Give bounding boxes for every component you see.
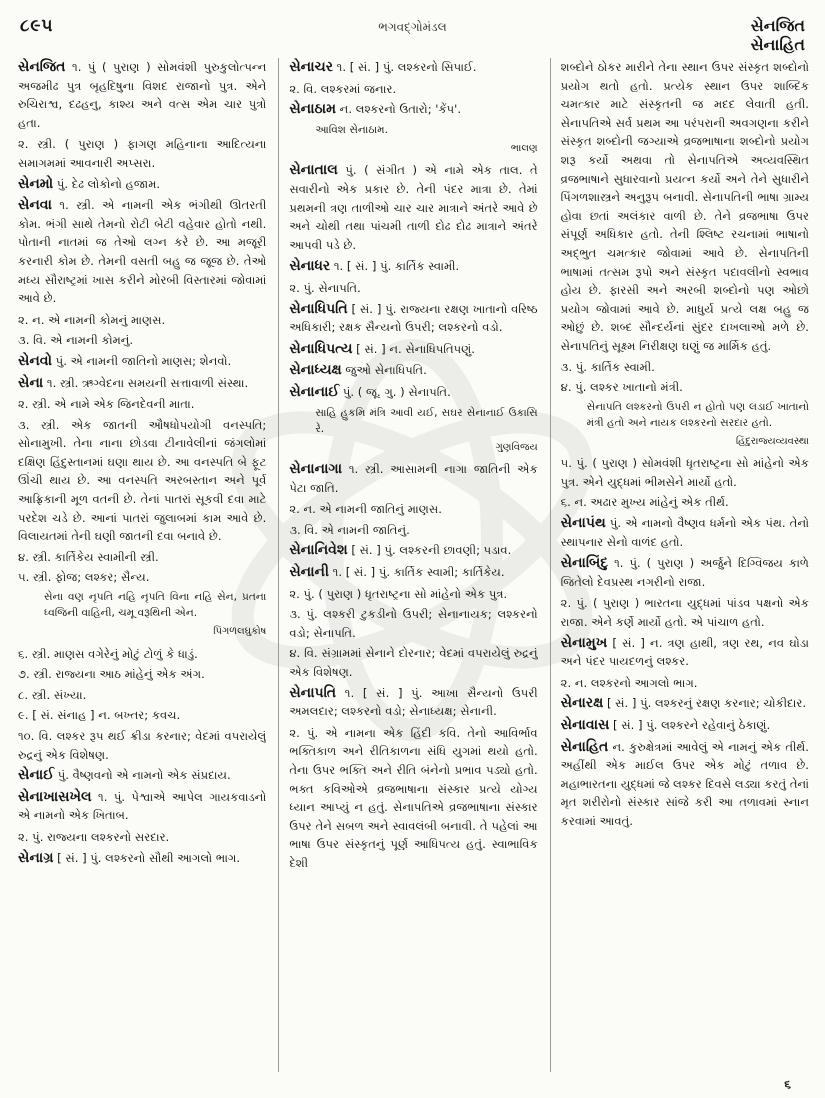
dictionary-entry <box>561 738 809 831</box>
headword: સેનાનિવેશ <box>289 542 348 559</box>
dictionary-entry <box>18 374 266 393</box>
citation-source: ગુણવિજય <box>495 441 538 453</box>
page-number: ૮૯૫ <box>20 16 54 36</box>
dictionary-entry <box>289 58 537 77</box>
dictionary-entry <box>289 684 537 721</box>
definition-text: ૨. વિ. લશ્કરમાં જનાર. <box>289 81 397 96</box>
page-header <box>20 14 805 64</box>
headword: સેનાધિપતિ <box>289 300 348 317</box>
citation-quote: સેનાપતિ લશ્કરનો ઉપરી ન હોતો પણ લડાઈ ખાતાનો મંત્રી હતો અને નાયક લશ્કરનો સરદાર હતો. <box>586 400 809 429</box>
definition-text: ૧. [ સં. ] પું. આખા સૈન્યનો ઉપરી અમલદાર; લશ્કરનો વડો; સેનાધ્યક્ષ; સેનાની. <box>289 685 538 719</box>
dictionary-entry <box>289 300 537 337</box>
dictionary-entry <box>289 100 537 119</box>
entry-sense <box>289 585 537 604</box>
definition-text: ૯. [ સં. સંનાહ ] ન. બખ્તર; કવચ. <box>18 708 181 723</box>
headword: સેનામુખ <box>560 634 608 651</box>
entry-sense <box>18 416 266 546</box>
entry-sense <box>289 724 537 873</box>
column-3 <box>550 58 809 1072</box>
definition-text: જુઓ સેનાધિપતિ. <box>341 363 427 378</box>
headword: સેનાધિપત્ય <box>289 340 353 357</box>
definition-text: ૩. પું. કાર્તિક સ્વામી. <box>560 359 655 374</box>
definition-text: ૪. સ્ત્રી. કાર્તિકેય સ્વામીની સ્ત્રી. <box>18 549 159 564</box>
headword: સેનવા <box>18 197 52 214</box>
headword: સેનાનાગા <box>289 461 343 478</box>
dictionary-entry <box>561 634 809 671</box>
entry-sense <box>289 279 537 298</box>
entry-sense <box>561 594 809 631</box>
entry-sense <box>289 521 537 540</box>
entry-sense <box>18 686 266 705</box>
definition-text: પું. એ નામનો વૈષ્ણવ ધર્મનો એક પંથ. તેનો સ્થાપનાર સેનો વાળંદ હતો. <box>560 516 809 549</box>
definition-text: ૫. પું. ( પુરાણ ) સોમવંશી ધૃતરાષ્ટ્રના સો માંહેનો એક પુત્ર. એને યુદ્ધમાં ભીમસેને માર્યો હતો. <box>560 456 809 489</box>
guide-word-last: સેનાહિત <box>750 35 805 54</box>
entry-sense <box>18 311 266 330</box>
entry-sense <box>18 135 266 172</box>
entry-sense <box>289 80 537 99</box>
dictionary-entry <box>289 563 537 582</box>
headword: સેનાની <box>289 564 329 581</box>
definition-text: ૨. ન. એ નામની જાતિનું માણસ. <box>289 502 442 517</box>
definition-text: પું. એ નામની જાતિનો માણસ; શેનવો. <box>52 353 232 368</box>
entry-sense <box>561 378 809 397</box>
entry-sense <box>561 358 809 377</box>
dictionary-entry <box>561 554 809 591</box>
running-head: ભગવદ્ગોમંડલ <box>378 20 447 34</box>
headword: સેનાહિત <box>560 738 609 755</box>
entry-sense <box>18 828 266 847</box>
definition-text: પું. ( સંગીત ) એ નામે એક તાલ. તે સવારીનો એક પ્રકાર છે. તેની પંદર માત્રા છે. તેમાં પ્રથમની ત્રણ તાળીઓ ચાર ચાર માત્રાને અંતરે આવે છે અને ચોથી તથા પાંચમી તાળી દોઢ દોઢ માત્રાને અંતરે આપવી પડે છે. <box>289 163 538 252</box>
dictionary-entry <box>289 460 537 497</box>
citation-quote: સાહિ હુકમિ મંત્રિ આવી યઈ, સઘર સેનાનાઈ ઉકાસિ રે. <box>315 406 538 435</box>
headword: સેનાધ્યક્ષ <box>289 362 342 379</box>
definition-text: [ સં. ] ન. ત્રણ હાથી, ત્રણ રથ, નવ ઘોડા અને પંદર પાયદળનું લશ્કર. <box>560 635 809 669</box>
entry-sense <box>561 58 809 356</box>
entry-sense <box>18 727 266 764</box>
headword: સેનાનાઈ <box>289 383 340 400</box>
definition-text: ૧. પું. ( પુરાણ ) અર્જુને દિગ્વિજય કાળે જિતેલો દેવપ્રસ્થ નગરીનો રાજા. <box>560 556 809 589</box>
definition-text: ૪. પું. લશ્કર ખાતાનો મંત્રી. <box>560 380 683 395</box>
definition-text: ૧. [ સં. ] પું. કાર્તિક સ્વામી; કાર્તિકેય. <box>328 565 505 580</box>
dictionary-entry <box>289 541 537 560</box>
definition-text: ૮. સ્ત્રી. સંખ્યા. <box>18 687 87 702</box>
dictionary-entry <box>18 175 266 194</box>
definition-text: ૧. સ્ત્રી. એ નામની એક ભંગીથી ઊતરતી કોમ. ભંગી સાથે તેમનો રોટી બેટી વહેવાર હોતો નથી. પોતાની નાતમાં જ તેઓ લગ્ન કરે છે. આ મજૂરી કરનારી કોમ છે. તેમની વસતી બહુ જ જૂજ છે. તેઓ મધ્ય સૌરાષ્ટ્રમાં ખાસ કરીને મોરબી વિસ્તારમાં જોવામાં આવે છે. <box>18 198 267 306</box>
definition-text: ૨. સ્ત્રી. એ નામે એક જિનદેવની માતા. <box>18 397 195 412</box>
dictionary-entry <box>18 766 266 785</box>
entry-sense <box>18 706 266 725</box>
column-1 <box>18 58 266 1072</box>
definition-text: ૨. પું. ( પુરાણ ) ભારતના યુદ્ધમાં પાંડવ પક્ષનો એક રાજા. એને કર્ણે માર્યો હતો. એ પાંચાળ હતો. <box>560 596 809 630</box>
entry-sense <box>18 645 266 664</box>
entry-sense <box>289 500 537 519</box>
citation-source: હિંદુરાજ્યવ્યવસ્થા <box>735 435 809 447</box>
headword: સેનારક્ષ <box>560 695 604 712</box>
definition-text: [ સં. ] પું. લશ્કરનું રક્ષણ કરનાર; ચોકીદાર. <box>603 696 807 711</box>
headword: સેનવો <box>18 352 52 369</box>
headword: સેનાતાલ <box>289 162 338 179</box>
dictionary-entry <box>18 849 266 868</box>
dictionary-entry <box>289 340 537 359</box>
definition-text: પું. ( જૂ. ગુ. ) સેનાપતિ. <box>339 384 451 399</box>
definition-text: ન. કુરુક્ષેત્રમાં આવેલું એ નામનું એક તીર્થ. અહીંથી એક માઈલ ઉપર એક મોટું તળાવ છે. મહાભારતના યુદ્ધમાં જે લશ્કર દિવસે લડ્યા કરતું તેનાં મૃત શરીરોનો સંસ્કાર સાંજે કરી આ તળાવમાં સ્નાન કરવામાં આવતું. <box>560 739 809 828</box>
definition-text: [ સં. ] ન. સેનાધિપતિપણું. <box>352 341 475 356</box>
definition-text: ૨. ન. લશ્કરનો આગલો ભાગ. <box>560 675 698 690</box>
definition-text: [ સં. ] પું. લશ્કરનો સૌથી આગલો ભાગ. <box>53 850 241 865</box>
dictionary-entry <box>289 361 537 380</box>
definition-text: ૩. વિ. એ નામની જાતિનું. <box>289 522 410 537</box>
definition-text: પું. દેઢ લોકોનો હજામ. <box>53 176 161 191</box>
citation-quote: સેના વણ નૃપતિ નહિ નૃપતિ વિના નહિ સેન, પ્રતના ધ્વજિની વાહિની, ચમૂ વરૂથિની એન. <box>44 591 267 620</box>
headword: સેનાખાસખેલ <box>18 788 92 805</box>
definition-text: ૧. સ્ત્રી. આસામની નાગા જાતિની એક પેટા જાતિ. <box>289 462 538 495</box>
definition-text: ૨. પું. રાજ્યના લશ્કરનો સરદાર. <box>18 829 170 844</box>
entry-sense <box>561 674 809 693</box>
definition-text: ૪. વિ. સંગ્રામમાં સેનાને દોરનાર; વેદમાં વપરાયેલું રુદ્રનું એક વિશેષણ. <box>289 646 538 680</box>
definition-text: ૨. પું. સેનાપતિ. <box>289 280 361 295</box>
definition-text: ૧. પું ( પુરાણ ) સોમવંશી પુરુકુલોત્પન્ન અજમીઢ પુત્ર બૃહદિષુના વિશદ રાજાનો પુત્ર. એને રુચિરાશ્વ, દઢહનુ, કાશ્ય અને વત્સ એમ ચાર પુત્રો હતા. <box>18 60 267 130</box>
citation-source: ભાલણ <box>510 142 538 154</box>
definition-text: [ સં. ] પું. લશ્કરને રહેવાનું ઠેકાણું. <box>609 718 771 732</box>
dictionary-entry <box>561 694 809 713</box>
headword: સેનાપતિ <box>289 684 337 701</box>
definition-text: ૩. સ્ત્રી. એક જાતની ઔષધોપયોગી વનસ્પતિ; સોનામુખી. તેના નાના છોડવા ટીનાવેલીનાં જંગલોમાં દક્ષિણ હિંદુસ્તાનમાં ઘણા થાય છે. આ વનસ્પતિ બે ફૂટ ઊંચી થાય છે. આ વનસ્પતિ અરબસ્તાન અને પૂર્વ આફ્રિકાની મૂળ વતની છે. તેનાં પાતરાં સૂકવી દવા માટે પરદેશ ચડે છે. આનાં પાતરાં જુલાબમાં કામ આવે છે. વિલાયતમાં તેની ઘણી જાતની દવા બનાવે છે. <box>18 417 267 544</box>
entry-sense <box>18 665 266 684</box>
dictionary-entry <box>289 257 537 276</box>
headword: સેનાઈ <box>18 767 55 784</box>
entry-sense <box>18 568 266 587</box>
definition-text: ૩. વિ. એ નામની કોમનું. <box>18 333 134 348</box>
definition-text: ૧૦. વિ. લશ્કર રૂપ થઈ ક્રીડા કરનાર; વેદમાં વપરાયેલું રુદ્રનું એક વિશેષણ. <box>18 729 267 762</box>
definition-text: પું. વૈષ્ણવનો એ નામનો એક સંપ્રદાય. <box>54 768 231 783</box>
entry-sense <box>561 493 809 512</box>
definition-text: ૨. પું. ( પુરાણ ) ધૃતરાષ્ટ્રના સો માંહેનો એક પુત્ર. <box>289 586 508 601</box>
dictionary-entry <box>289 383 537 402</box>
headword: સેના <box>18 374 44 391</box>
entry-sense <box>18 548 266 567</box>
citation-source: પિંગળલઘુકોષ <box>213 626 267 638</box>
dictionary-entry <box>18 58 266 132</box>
column-2 <box>278 58 537 1072</box>
headword: સેનમો <box>18 175 54 192</box>
guide-word-first: સેનજિત <box>750 16 805 35</box>
definition-text: ૬. સ્ત્રી. માણસ વગેરેનું મોટું ટોળું કે ધાડું. <box>18 646 198 661</box>
definition-text: [ સં. ] પું. રાજ્યના રક્ષણ ખાતાનો વરિષ્ઠ અધિકારી; રક્ષક સૈન્યનો ઉપરી; લશ્કરનો વડો. <box>289 301 538 335</box>
definition-text: [ સં. ] પું. લશ્કરની છાવણી; પડાવ. <box>347 543 512 558</box>
entry-sense <box>18 331 266 350</box>
headword: સેનાપંથ <box>560 515 606 532</box>
entry-sense <box>289 644 537 681</box>
entry-sense <box>289 605 537 642</box>
dictionary-entry <box>289 161 537 254</box>
headword: સેનાગ્ર <box>18 849 54 866</box>
dictionary-entry <box>561 514 809 551</box>
dictionary-entry <box>18 788 266 825</box>
definition-text: ૧. [ સં. ] પું. લશ્કરનો સિપાઈ. <box>332 60 477 74</box>
definition-text: ૧. [ સં. ] પું. કાર્તિક સ્વામી. <box>330 259 460 274</box>
definition-text: ન. લશ્કરનો ઉતારો; 'કેંપ'. <box>336 102 462 117</box>
definition-text: ૭. સ્ત્રી. રાજ્યના આઠ માંહેનું એક અંગ. <box>18 667 205 682</box>
definition-text: ૫. સ્ત્રી. ફોજ; લશ્કર; સૈન્ય. <box>18 570 150 585</box>
dictionary-columns <box>18 58 809 1072</box>
headword: સેનાચર <box>289 59 333 75</box>
headword: સેનજિત <box>18 59 66 75</box>
definition-text: શબ્દોને ઠોકર મારીને તેના સ્થાન ઉપર સંસ્કૃત શબ્દોનો પ્રયોગ થતો હતો. પ્રત્યેક સ્થાન ઉપર શાબ્દિક ચમત્કાર માટે સંસ્કૃતની જ મદદ લેવાતી હતી. સેનાપતિએ સર્વ પ્રથમ આ પરંપરાની અવગણના કરીને સંસ્કૃત શબ્દોની જગ્યાએ વ્રજભાષાના શબ્દોનો પ્રયોગ શરૂ કર્યો અથવા તો સેનાપતિએ અવ્યવસ્થિત વ્રજભાષાને સુધારવાનો પ્રયત્ન કર્યો અને તેને સુધારીને પિંગળશાસ્ત્રને અનુરૂપ બનાવી. સેનાપતિની ભાષા ગ્રામ્ય હોવા છતાં અલંકાર વાળી છે. તેને વ્રજભાષા ઉપર સંપૂર્ણ અધિકાર હતો. તેની શ્લિષ્ટ રચનામાં ભાષાનો અદ્ભુત ચમત્કાર જોવામાં આવે છે. સેનાપતિની ભાષામાં તત્સમ રૂપો અને સંસ્કૃત પદાવલીનો સ્વભાવ હોય છે. ફારસી અને અરબી શબ્દોનો પણ ઓછો પ્રયોગ જોવામાં આવે છે. માધુર્ય પ્રત્યે લક્ષ બહુ જ ઓછું છે. શબ્દ સૌન્દર્યનાં સુંદર દાખલાઓ મળે છે. સેનાપતિનું સૂક્ષ્મ નિરીક્ષણ ઘણું જ માર્મિક હતું. <box>560 60 809 353</box>
headword: સેનાવાસ <box>560 717 610 733</box>
definition-text: ૧. સ્ત્રી. ઋગ્વેદના સમયની સત્તાવાળી સંસ્થા. <box>43 375 249 390</box>
definition-text: ૧. પું. પેશ્વાએ આપેલ ગાયકવાડનો એ નામનો એક ખિતાબ. <box>18 789 267 823</box>
headword: સેનાધર <box>289 258 331 275</box>
signature-mark: ૬ <box>784 1077 791 1091</box>
definition-text: ૩. પું. લશ્કરી ટુકડીનો ઉપરી; સેનાનાયક; લશ્કરનો વડો; સેનાપતિ. <box>289 607 538 640</box>
guide-words <box>751 16 805 54</box>
headword: સેનાબિંદુ <box>560 555 609 572</box>
entry-sense <box>18 395 266 414</box>
definition-text: ૨. પું. એ નામના એક હિંદી કવિ. તેનો આવિર્ભાવ ભક્તિકાળ અને રીતિકાળના સંધિ યુગમાં થયો હતો. તેના ઉપર ભક્તિ અને રીતિ બંનેનો પ્રભાવ પડ્યો હતો. ભક્ત કવિઓએ વ્રજભાષાના સંસ્કાર પ્રત્યે યોગ્ય ધ્યાન આપ્યું ન હતું. સેનાપતિએ વ્રજભાષાના સંસ્કાર ઉપર તેને સબળ અને સ્વાવલંબી બનાવી. તે પહેલાં આ ભાષા ઉપર સંસ્કૃતનું પૂર્ણ આધિપત્ય હતું. સ્વાભાવિક દેશી <box>289 725 538 870</box>
headword: સેનાઠામ <box>289 101 336 118</box>
citation-quote: આવિશ સેનાઠામ. <box>315 123 389 136</box>
entry-sense <box>561 454 809 491</box>
dictionary-entry <box>18 196 266 308</box>
definition-text: ૨. સ્ત્રી. ( પુરાણ ) ફાગણ મહિનાના આદિત્યના સમાગમમાં આવનારી અપ્સરા. <box>18 137 267 170</box>
dictionary-entry <box>561 716 809 735</box>
definition-text: ૬. ન. અઢાર મુખ્ય માંહેનું એક તીર્થ. <box>560 495 729 510</box>
definition-text: ૨. ન. એ નામની કોમનું માણસ. <box>18 312 166 327</box>
dictionary-entry <box>18 352 266 371</box>
